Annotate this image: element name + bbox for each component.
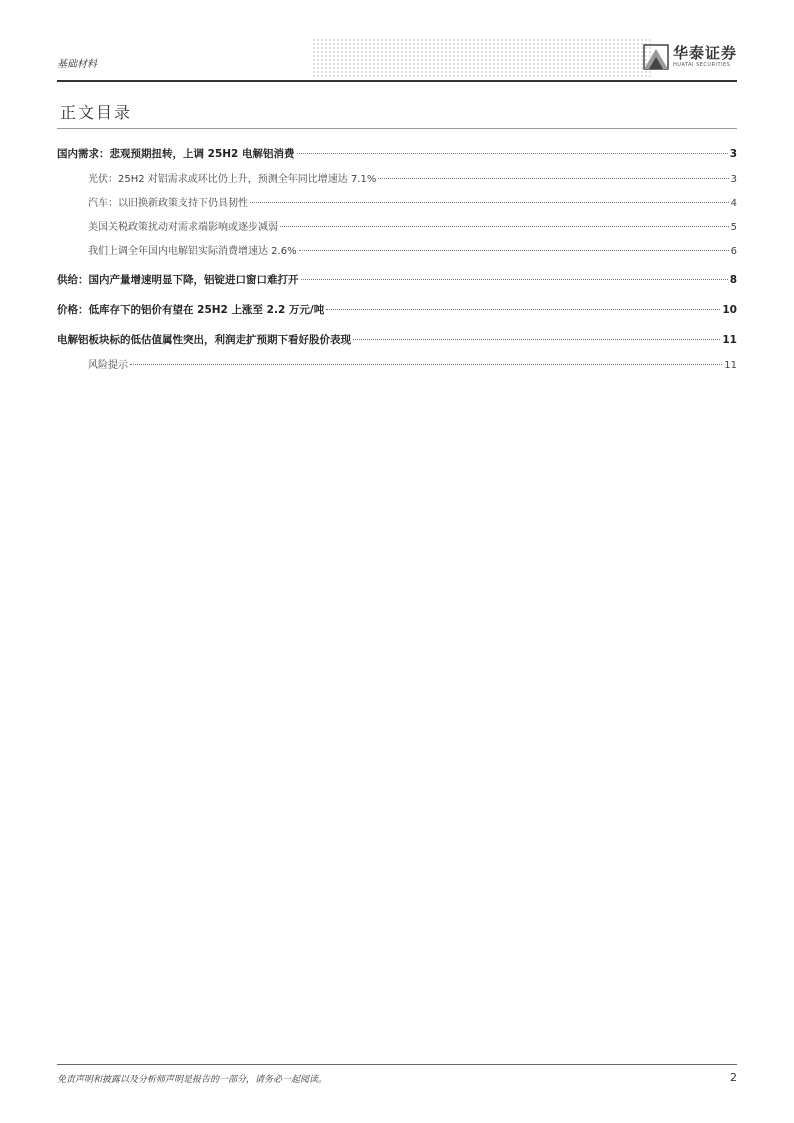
toc-entry-text[interactable]: 电解铝板块标的低估值属性突出，利润走扩预期下看好股价表现 [57,334,351,346]
table-of-contents [57,146,737,380]
toc-leader-dots [326,309,720,310]
toc-entry[interactable] [57,242,737,266]
toc-entry-text[interactable]: 供给：国内产量增速明显下降，铝锭进口窗口难打开 [57,274,299,286]
toc-entry[interactable] [57,194,737,218]
logo-chinese-name: 华泰证券 [672,44,737,62]
page-number: 2 [730,1071,737,1084]
toc-entry-page[interactable]: 5 [730,222,737,233]
header-divider [57,80,737,82]
disclaimer-note: 免责声明和披露以及分析师声明是报告的一部分，请务必一起阅读。 [57,1075,328,1085]
toc-entry-page[interactable]: 3 [730,174,737,185]
logo-mark-icon [643,44,669,70]
toc-entry-page[interactable]: 6 [730,246,737,257]
toc-leader-dots [301,279,728,280]
toc-leader-dots [297,153,728,154]
toc-entry-page[interactable]: 11 [724,360,737,371]
toc-entry[interactable] [57,272,737,296]
toc-leader-dots [378,178,728,179]
toc-entry-page[interactable]: 10 [722,304,737,316]
toc-leader-dots [280,226,729,227]
toc-title-divider [57,128,737,129]
toc-entry-page[interactable]: 3 [729,148,737,160]
toc-entry[interactable] [57,356,737,380]
toc-entry-text[interactable]: 价格：低库存下的铝价有望在 25H2 上涨至 2.2 万元/吨 [57,304,325,316]
toc-entry[interactable] [57,170,737,194]
footer-divider [57,1064,737,1065]
toc-entry-page[interactable]: 11 [722,334,737,346]
header-dot-pattern [312,38,652,78]
page-header [57,38,737,80]
toc-entry-text[interactable]: 国内需求：悲观预期扭转，上调 25H2 电解铝消费 [57,148,295,160]
toc-entry[interactable] [57,146,737,170]
toc-entry-text[interactable]: 美国关税政策扰动对需求端影响或逐步减弱 [88,222,278,233]
company-logo [643,44,737,70]
toc-entry-page[interactable]: 8 [729,274,737,286]
toc-leader-dots [353,339,720,340]
section-label: 基础材料 [57,59,97,70]
toc-entry[interactable] [57,218,737,242]
toc-entry-text[interactable]: 风险提示 [88,360,128,371]
toc-leader-dots [130,364,722,365]
logo-english-name: HUATAI SECURITIES [672,62,731,68]
toc-leader-dots [250,202,729,203]
toc-title: 正文目录 [60,103,133,122]
toc-leader-dots [299,250,729,251]
toc-entry-text[interactable]: 光伏：25H2 对铝需求或环比仍上升，预测全年同比增速达 7.1% [88,174,377,185]
toc-entry[interactable] [57,302,737,326]
toc-entry-text[interactable]: 我们上调全年国内电解铝实际消费增速达 2.6% [88,246,297,257]
toc-entry[interactable] [57,332,737,356]
toc-entry-page[interactable]: 4 [730,198,737,209]
toc-entry-text[interactable]: 汽车：以旧换新政策支持下仍具韧性 [88,198,248,209]
